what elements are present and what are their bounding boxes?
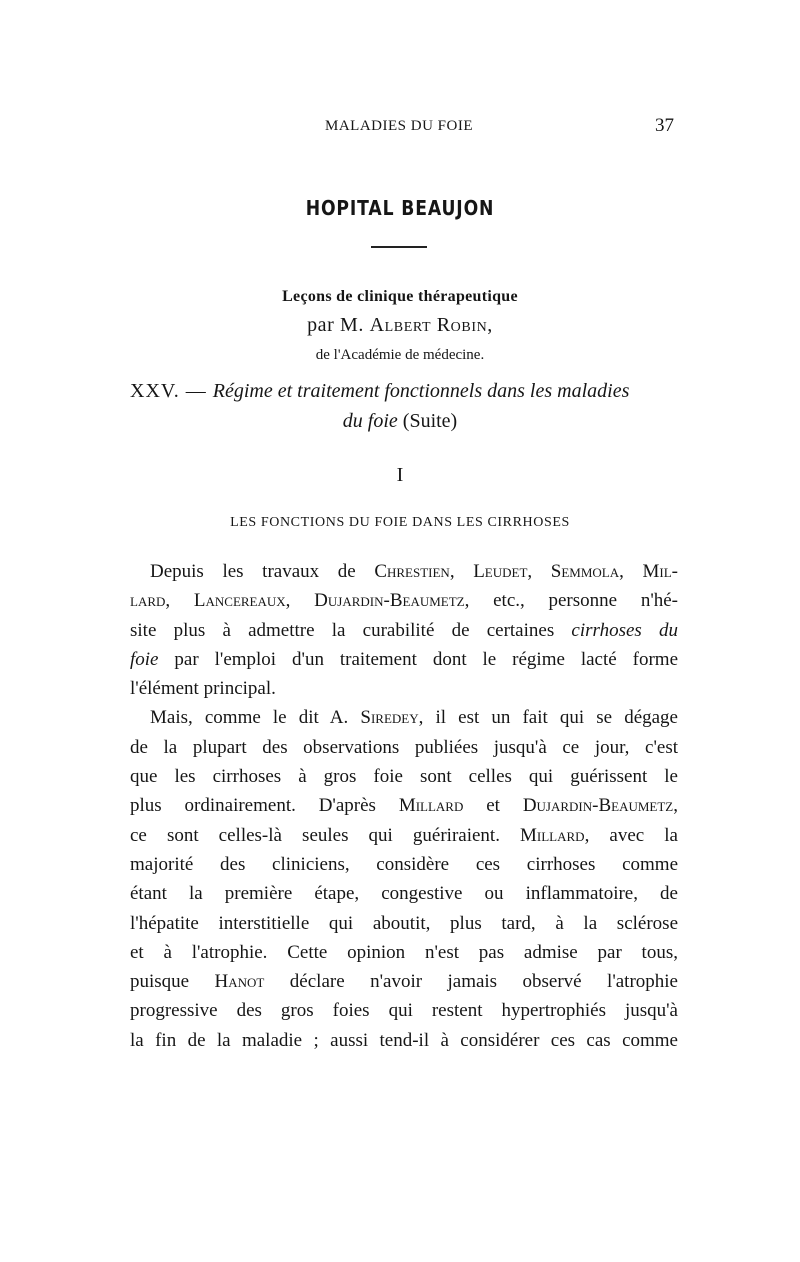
text-line: ce sont celles-là seules qui guériraient. Millard, avec la: [130, 824, 678, 846]
academy-line: de l'Académie de médecine.: [315, 347, 485, 363]
author-ref: Hanot: [214, 971, 265, 993]
author-ref: Dujardin-Beaumetz: [522, 795, 674, 817]
author-ref: Dujardin-Beaumetz: [314, 590, 465, 612]
author-ref: Siredey: [360, 707, 419, 729]
text-line: étant la première étape, congestive ou inflammatoire, de: [130, 883, 678, 905]
text-line: et à l'atrophie. Cette opinion n'est pas admise par tous,: [130, 941, 678, 963]
author-ref: Mil-: [642, 561, 679, 582]
page-number: 37: [655, 115, 674, 136]
text-line: Mais, comme le dit A. Siredey, il est un fait qui se dégage: [150, 707, 678, 729]
lesson-title-line-1: [130, 380, 678, 403]
text-line: lard, Lancereaux, Dujardin-Beaumetz, etc., personne n'hé-: [130, 590, 679, 612]
lesson-title-part-2: du foie: [342, 410, 398, 432]
text-line: Depuis les travaux de Chrestien, Leudet, Semmola, Mil-: [150, 561, 679, 582]
section-number: I: [396, 464, 404, 486]
author-ref: lard: [130, 590, 166, 612]
section-title: LES FONCTIONS DU FOIE DANS LES CIRRHOSES: [230, 515, 570, 530]
author-name: Albert Robin,: [369, 314, 493, 336]
hospital-title: HOPITAL BEAUJON: [305, 196, 495, 220]
author-ref: Millard: [520, 824, 585, 846]
author-ref: Chrestien: [374, 561, 450, 582]
author-line: [0, 314, 800, 337]
author-ref: Semmola: [550, 561, 620, 582]
text-line: site plus à admettre la curabilité de certaines cirrhoses du: [130, 619, 678, 641]
author-ref: Millard: [398, 795, 464, 817]
running-head: MALADIES DU FOIE: [325, 118, 473, 134]
lesson-title-part-1: Régime et traitement fonctionnels dans les maladies: [212, 380, 630, 402]
text-line: foie par l'emploi d'un traitement dont le régime lacté forme: [130, 648, 678, 670]
author-ref: Leudet: [473, 561, 528, 582]
lesson-title-line-2: [0, 410, 800, 433]
text-line: que les cirrhoses à gros foie sont celles qui guérissent le: [130, 766, 678, 788]
author-prefix: par M.: [307, 314, 370, 336]
text-line: progressive des gros foies qui restent hypertrophiés jusqu'à: [130, 1000, 678, 1022]
text-line: la fin de la maladie ; aussi tend-il à considérer ces cas comme: [130, 1029, 678, 1051]
author-ref: Lancereaux: [193, 590, 286, 612]
text-line: puisque Hanot déclare n'avoir jamais observé l'atrophie: [130, 971, 678, 993]
text-line: de la plupart des observations publiées jusqu'à ce jour, c'est: [130, 736, 678, 758]
text-line: l'élément principal.: [130, 678, 276, 700]
lessons-title: Leçons de clinique thérapeutique: [282, 288, 518, 305]
body-text: [130, 557, 678, 1055]
lesson-number: XXV. —: [130, 380, 213, 402]
text-line: l'hépatite interstitielle qui aboutit, plus tard, à la sclérose: [130, 912, 678, 934]
text-line: majorité des cliniciens, considère ces cirrhoses comme: [130, 853, 678, 875]
text-line: plus ordinairement. D'après Millard et Dujardin-Beaumetz,: [130, 795, 678, 817]
lesson-suffix: (Suite): [397, 410, 458, 432]
title-rule: [371, 246, 427, 248]
